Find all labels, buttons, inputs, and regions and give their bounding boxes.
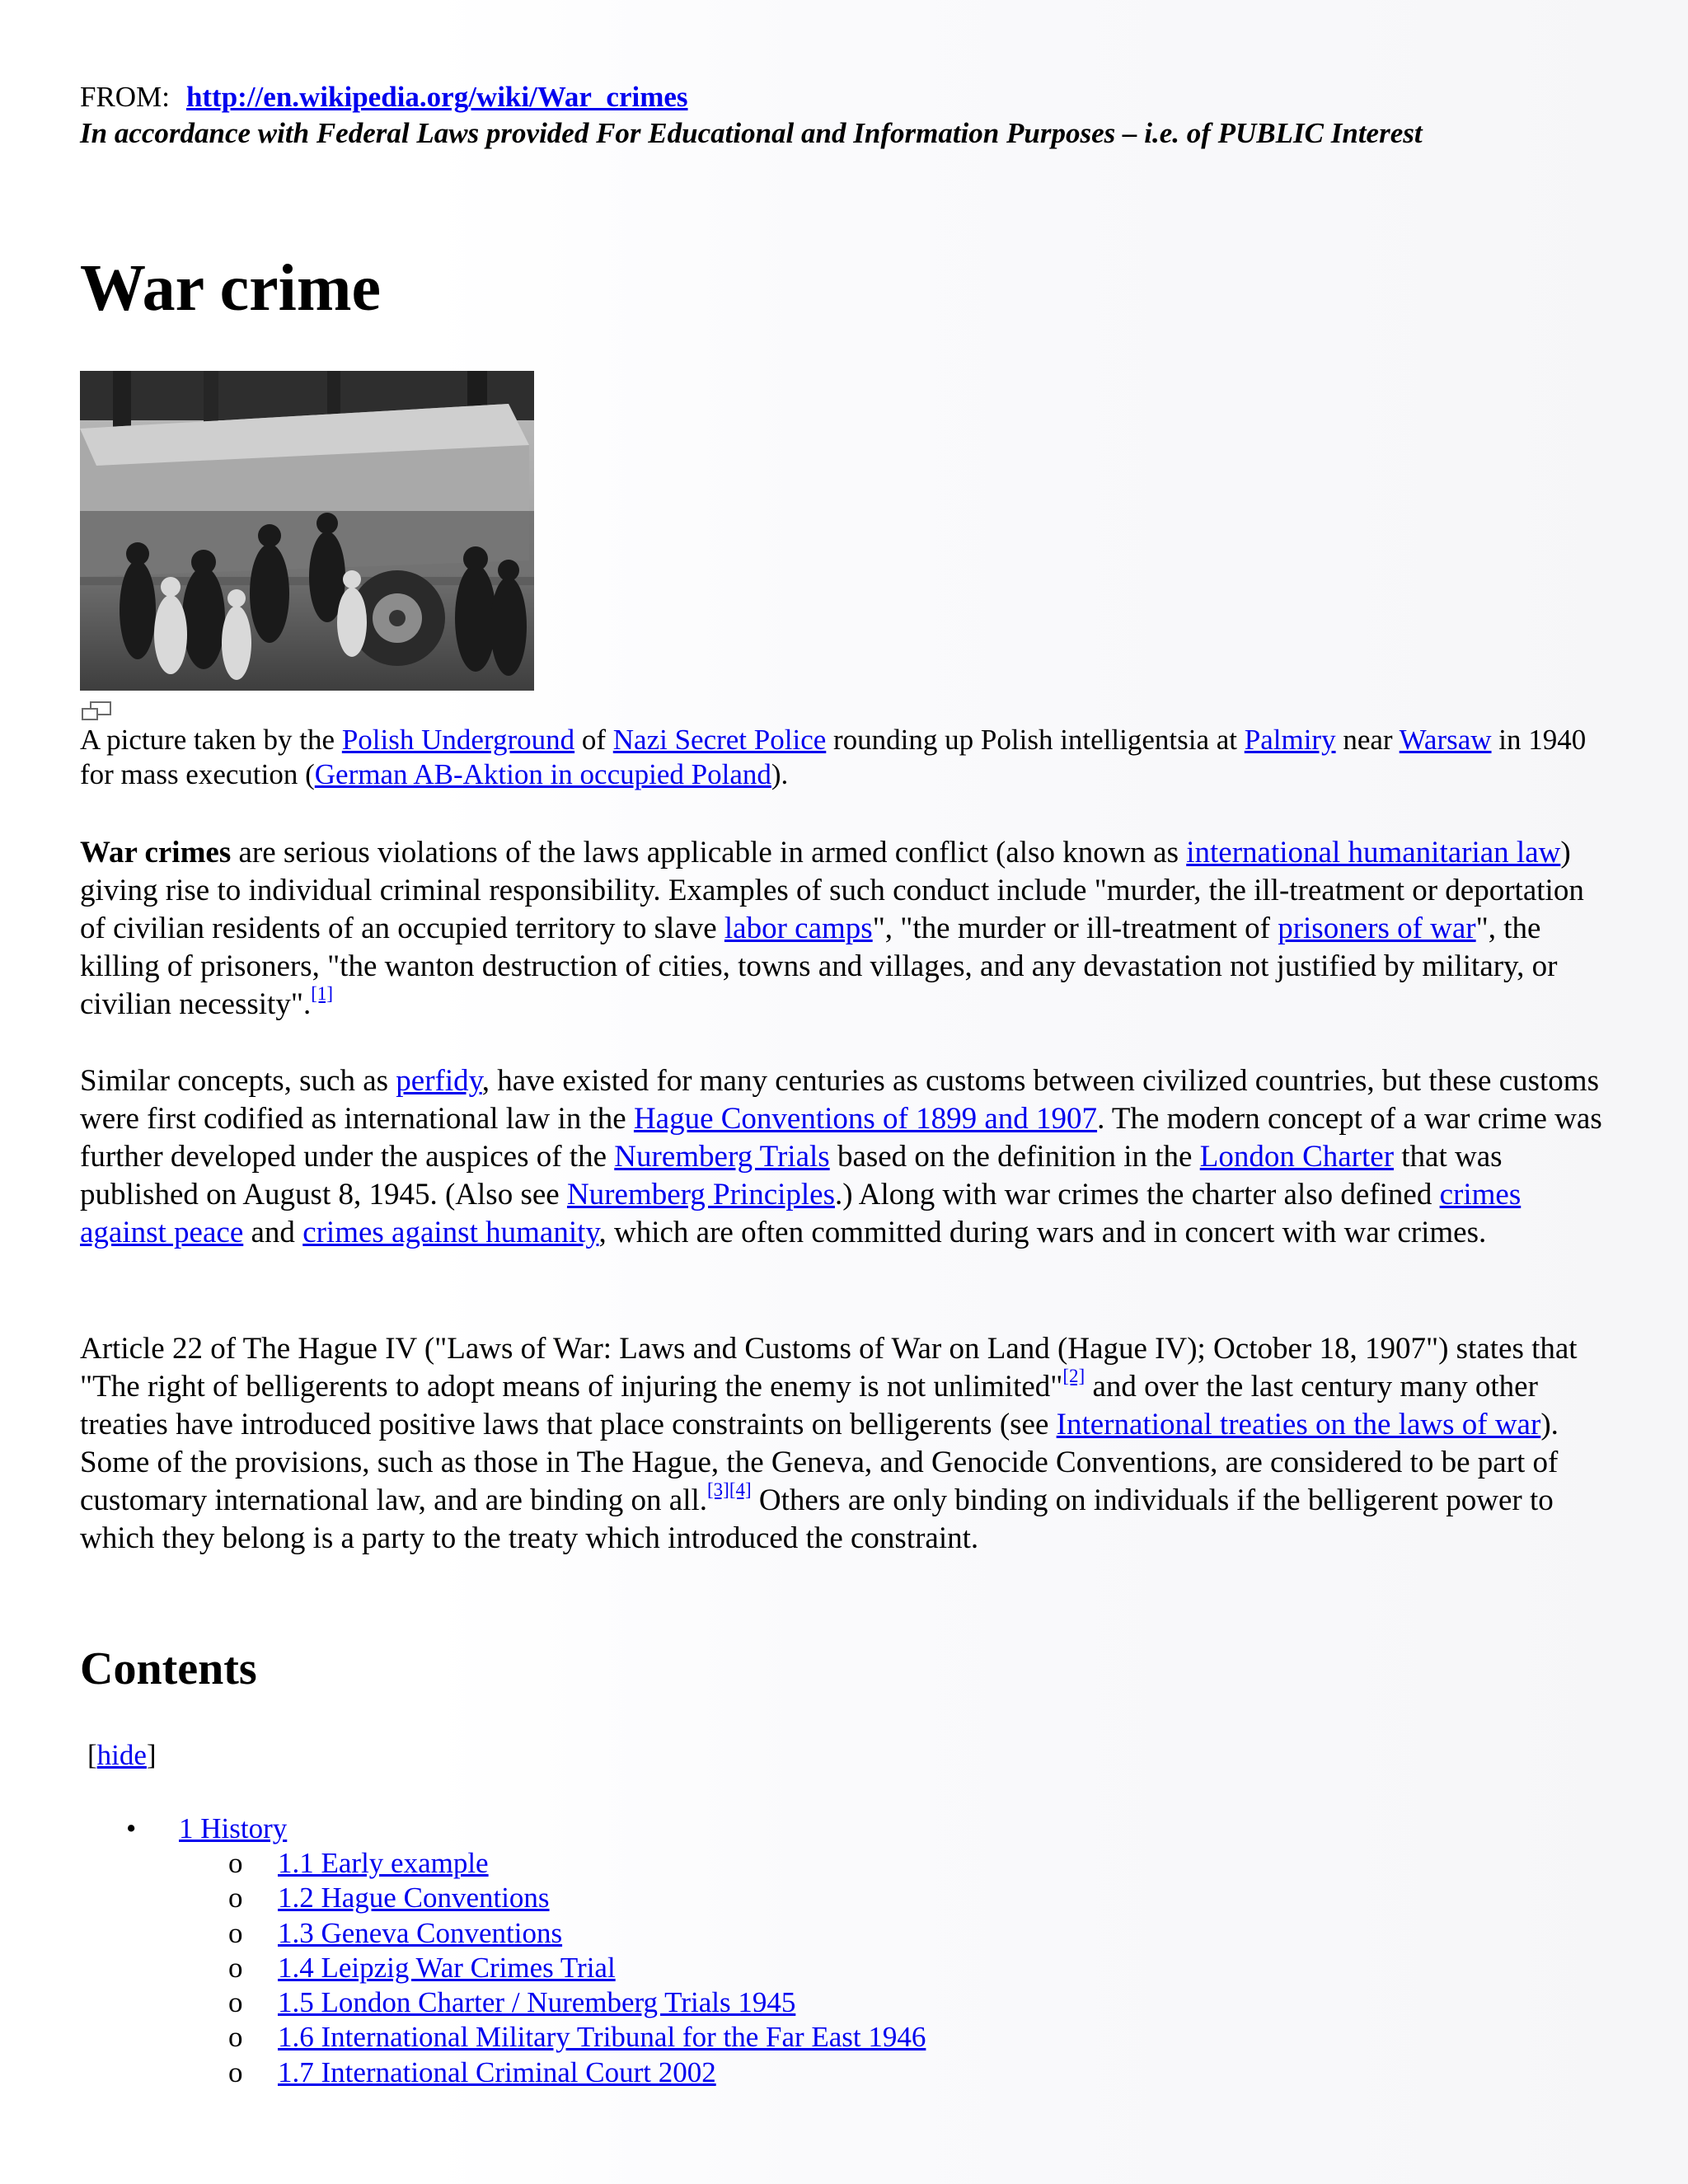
link-nuremberg-principles[interactable]: Nuremberg Principles — [566, 1178, 836, 1212]
paragraph-intro — [80, 834, 1613, 1024]
link-palmiry[interactable]: Palmiry — [1244, 724, 1336, 756]
hide-toc-link[interactable]: hide — [96, 1739, 147, 1771]
paragraph-text: Article 22 of The Hague IV ("Laws of War: Laws and Customs of War on Land (Hague IV); October 18, 1907") states that "The right of belligerents to adopt means of injuring the enemy is not unlimited" — [80, 1332, 1578, 1404]
toc-link-icc[interactable]: 1.7 International Criminal Court 2002 — [278, 2055, 716, 2088]
toc-toggle — [87, 1737, 157, 1774]
toc-link-early-example[interactable]: 1.1 Early example — [278, 1847, 489, 1879]
link-prisoners-of-war[interactable]: prisoners of war — [1278, 912, 1476, 945]
link-perfidy[interactable]: perfidy — [396, 1064, 482, 1098]
citation-1[interactable]: [1] — [311, 983, 334, 1004]
paragraph-hague — [80, 1330, 1613, 1558]
paragraph-text: , have existed for many centuries as customs between civilized countries, but these customs were first codified as international law in the — [80, 1064, 1599, 1136]
link-ab-aktion[interactable]: German AB-Aktion in occupied Poland — [314, 758, 771, 790]
bracket: [ — [87, 1739, 97, 1771]
citation-4[interactable]: [4] — [729, 1479, 752, 1500]
paragraph-text: Similar concepts, such as — [80, 1064, 396, 1098]
link-labor-camps[interactable]: labor camps — [724, 912, 873, 945]
paragraph-text: , which are often committed during wars and in concert with war crimes. — [598, 1216, 1487, 1249]
toc-link-tribunal-far-east[interactable]: 1.6 International Military Tribunal for the Far East 1946 — [278, 2021, 926, 2054]
caption-text: of — [574, 724, 613, 756]
paragraph-text: .) Along with war crimes the charter also defined — [835, 1178, 1440, 1212]
sub-marker: o — [228, 1882, 243, 1915]
source-url-link[interactable]: http://en.wikipedia.org/wiki/War_crimes — [185, 81, 688, 113]
toc-link-london-charter[interactable]: 1.5 London Charter / Nuremberg Trials 1945 — [278, 1986, 796, 2019]
paragraph-text: and — [243, 1216, 303, 1249]
toc-link-hague-conventions[interactable]: 1.2 Hague Conventions — [278, 1882, 550, 1915]
enlarge-image-icon[interactable] — [80, 701, 113, 724]
toc-link-history[interactable]: 1 History — [179, 1812, 288, 1844]
paragraph-text: ) giving rise to individual criminal responsibility. Examples of such conduct include "murder, the ill-treatment or deportation of civilian residents of an occupied territory to slave — [80, 836, 1584, 945]
paragraph-text: based on the definition in the — [829, 1140, 1200, 1174]
paragraph-text: ", the killing of prisoners, "the wanton destruction of cities, towns and villages, and any devastation not justified by military, or civilian necessity". — [80, 912, 1558, 1021]
caption-text: rounding up Polish intelligentsia at — [826, 724, 1245, 756]
link-warsaw[interactable]: Warsaw — [1399, 724, 1492, 756]
link-international-treaties[interactable]: International treaties on the laws of war — [1056, 1408, 1541, 1441]
contents-heading: Contents — [80, 1643, 257, 1694]
paragraph-text: ). Some of the provisions, such as those in The Hague, the Geneva, and Genocide Conventions, are considered to be part of customary international law, and are binding on all. — [80, 1408, 1559, 1517]
notice-line: In accordance with Federal Laws provided For Educational and Information Purposes – i.e. of PUBLIC Interest — [80, 117, 1423, 149]
caption-text: in 1940 for mass execution ( — [80, 724, 1587, 790]
link-nuremberg-trials[interactable]: Nuremberg Trials — [614, 1140, 830, 1174]
paragraph-text: . The modern concept of a war crime was further developed under the auspices of the — [80, 1102, 1602, 1174]
sub-marker: o — [228, 2055, 243, 2088]
bracket: ] — [146, 1739, 157, 1771]
from-label: FROM: — [80, 81, 170, 113]
caption-text: ). — [771, 758, 789, 790]
paragraph-text: and over the last century many other treaties have introduced positive laws that place constraints on belligerents (see — [80, 1370, 1538, 1441]
paragraph-text: ", "the murder or ill-treatment of — [872, 912, 1278, 945]
link-international-humanitarian-law[interactable]: international humanitarian law — [1186, 836, 1561, 869]
sub-marker: o — [228, 1986, 243, 2019]
link-nazi-secret-police[interactable]: Nazi Secret Police — [612, 724, 827, 756]
link-crimes-against-peace[interactable]: crimes against peace — [80, 1178, 1522, 1249]
source-line — [80, 79, 688, 115]
image-caption — [80, 723, 1621, 792]
bullet-marker: • — [126, 1812, 137, 1844]
link-polish-underground[interactable]: Polish Underground — [341, 724, 575, 756]
citation-2[interactable]: [2] — [1062, 1366, 1085, 1386]
sub-marker: o — [228, 1847, 243, 1879]
link-crimes-against-humanity[interactable]: crimes against humanity — [302, 1216, 599, 1249]
sub-marker: o — [228, 1916, 243, 1949]
paragraph-text: are serious violations of the laws applicable in armed conflict (also known as — [231, 836, 1187, 869]
paragraph-text: that was published on August 8, 1945. (Also see — [80, 1140, 1503, 1212]
caption-text: near — [1335, 724, 1400, 756]
paragraph-history — [80, 1062, 1613, 1252]
sub-marker: o — [228, 2021, 243, 2054]
caption-text: A picture taken by the — [80, 724, 342, 756]
toc-link-leipzig-trial[interactable]: 1.4 Leipzig War Crimes Trial — [278, 1951, 616, 1984]
link-london-charter[interactable]: London Charter — [1199, 1140, 1395, 1174]
citation-3[interactable]: [3] — [707, 1479, 729, 1500]
sub-marker: o — [228, 1951, 243, 1984]
toc-link-geneva-conventions[interactable]: 1.3 Geneva Conventions — [278, 1916, 563, 1949]
link-hague-conventions[interactable]: Hague Conventions of 1899 and 1907 — [633, 1102, 1098, 1136]
paragraph-text: Others are only binding on individuals if the belligerent power to which they belong is a party to the treaty which introduced the constraint. — [80, 1483, 1554, 1555]
page-title: War crime — [80, 252, 382, 325]
bold-term: War crimes — [80, 836, 232, 869]
article-photo[interactable] — [80, 371, 534, 691]
